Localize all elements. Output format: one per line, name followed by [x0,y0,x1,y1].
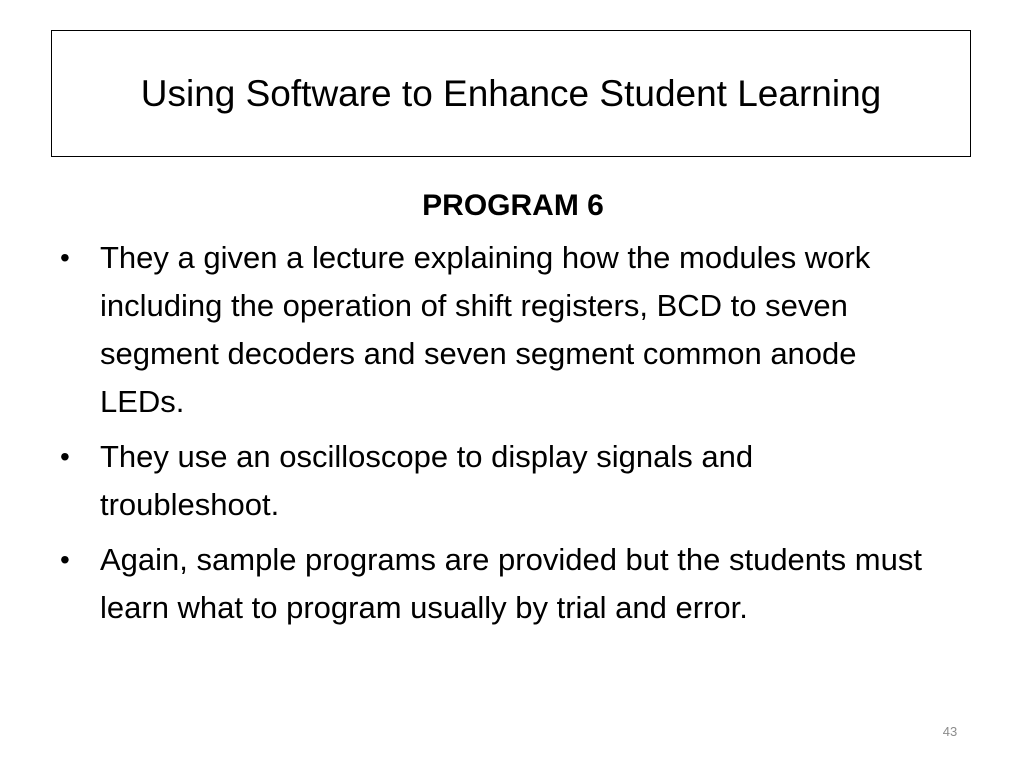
bullet-item [56,234,936,426]
bullet-list [56,234,936,632]
bullet-icon: • [60,242,70,273]
bullet-item [56,433,936,529]
bullet-icon: • [60,441,70,472]
bullet-text: Again, sample programs are provided but the students must learn what to program usually by trial and error. [100,542,922,625]
bullet-text: They a given a lecture explaining how the modules work including the operation of shift registers, BCD to seven segment decoders and seven segment common anode LEDs. [100,240,871,419]
title-box [51,30,971,157]
slide-content [56,182,936,639]
bullet-text: They use an oscilloscope to display signals and troubleshoot. [100,439,754,522]
slide-number: 43 [942,724,958,739]
bullet-item [56,536,936,632]
slide-title: Using Software to Enhance Student Learning [140,72,882,114]
program-heading: PROGRAM 6 [422,189,604,222]
bullet-icon: • [60,544,70,575]
